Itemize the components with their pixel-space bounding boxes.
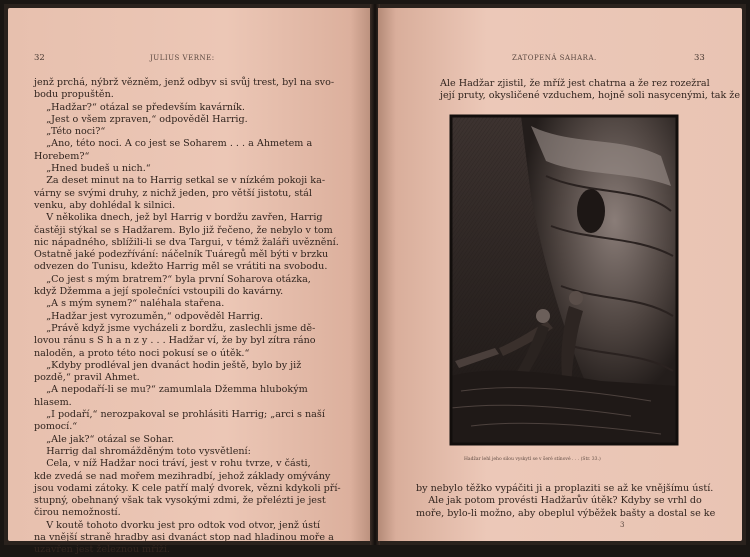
text-line: Cela, v níž Hadžar noci tráví, jest v rohu tvrze, v části, xyxy=(34,458,311,470)
right-top-text xyxy=(440,78,740,103)
text-line: Ale jak potom provésti Hadžarův útěk? Kdyby se vrhl do xyxy=(416,495,702,507)
text-line: odvezen do Tunisu, kdežto Harrig měl se vrátiti na svobodu. xyxy=(34,261,328,273)
text-line: pomocí.“ xyxy=(34,421,78,433)
right-page xyxy=(378,8,742,541)
text-line: „Hned budeš u nich.“ xyxy=(34,163,151,175)
text-line: stupný, obehnaný však tak vysokými zdmi, že přelézti je jest xyxy=(34,495,326,507)
text-line: uzavřen jest železnou mříží. xyxy=(34,544,170,556)
text-line: její pruty, okysličené vzduchem, hojně soli nasycenými, tak že xyxy=(440,90,741,102)
text-line: várny se svými druhy, z nichž jeden, pro větší jistotu, stál xyxy=(34,187,312,199)
text-line: „Kdyby prodléval jen dvanáct hodin ještě, bylo by již xyxy=(34,359,302,371)
text-line: „I podaří,“ nerozpakoval se prohlásiti Harrig; „arci s naší xyxy=(34,409,325,421)
text-line: čirou nemožností. xyxy=(34,507,121,519)
right-bottom-text xyxy=(416,483,736,520)
left-page xyxy=(8,8,372,556)
text-line: moře, bylo-li možno, aby obeplul výběžek bašty a dostal se ke xyxy=(416,507,716,519)
signature-mark: 3 xyxy=(620,521,625,529)
text-line: „Co jest s mým bratrem?“ byla první Soharova otázka, xyxy=(34,273,311,285)
text-line: bodu propuštěn. xyxy=(34,89,114,101)
right-running-head: ZATOPENÁ SAHARA. xyxy=(512,54,597,62)
text-line: Harrig dal shromážděným toto vysvětlení: xyxy=(34,445,251,457)
text-line: pozdě,“ pravil Ahmet. xyxy=(34,372,140,384)
text-line: jsou vodami zátoky. K cele patří malý dvorek, vězni kdykoli pří- xyxy=(34,482,341,494)
text-line: „Právě když jsme vycházeli z bordžu, zaslechli jsme dě- xyxy=(34,322,316,334)
text-line: když Džemma a její společníci vstoupili do kavárny. xyxy=(34,286,284,298)
text-line: Ostatně jaké podezřívání: náčelník Tuáregů měl býti v brzku xyxy=(34,249,329,261)
figure-caption: Hadžar lehl jeho silou vyskytl se v šeré stínové . . . (Str. 33.) xyxy=(464,457,601,462)
text-line: Horebem?“ xyxy=(34,150,90,162)
text-line: V několika dnech, jež byl Harrig v bordžu zavřen, Harrig xyxy=(34,212,323,224)
engraving-illustration xyxy=(450,115,678,445)
text-line: by nebylo těžko vypáčiti ji a proplaziti se až ke vnějšímu ústí. xyxy=(416,483,714,494)
text-line: jenž prchá, nýbrž vězněm, jenž odbyv si svůj trest, byl na svo- xyxy=(34,77,335,88)
text-line: „Této noci?“ xyxy=(34,126,106,138)
book-spread xyxy=(4,4,746,556)
text-line: „Hadžar?“ otázal se především kavárník. xyxy=(34,101,245,113)
text-line: „Jest o všem zpraven,“ odpověděl Harrig. xyxy=(34,113,248,125)
left-body-text xyxy=(34,77,359,557)
text-line: Za deset minut na to Harrig setkal se v nízkém pokoji ka- xyxy=(34,175,326,187)
text-line: kde zvedá se nad mořem mezihradbí, jehož základy omývány xyxy=(34,470,331,482)
left-running-head: JULIUS VERNE: xyxy=(150,54,215,62)
text-line: „Ano, této noci. A co jest se Soharem . . . a Ahmetem a xyxy=(34,138,313,150)
text-line: „Hadžar jest vyrozuměn,“ odpověděl Harrig. xyxy=(34,310,264,322)
right-page-number: 33 xyxy=(694,53,705,63)
text-line: lovou ránu s S h a n z y . . . Hadžar ví, že by byl zítra ráno xyxy=(34,335,316,347)
text-line: hlasem. xyxy=(34,396,72,408)
text-line: na vnější straně hradby asi dvanáct stop nad hladinou moře a xyxy=(34,531,334,543)
text-line: „Ale jak?“ otázal se Sohar. xyxy=(34,433,175,445)
text-line: nic nápadného, sblížili-li se dva Targui, v témž žaláři uvěznění. xyxy=(34,236,339,248)
text-line: „A nepodaří-li se mu?“ zamumlala Džemma hlubokým xyxy=(34,384,308,396)
text-line: naloděn, a proto této noci pokusí se o útěk.“ xyxy=(34,347,250,359)
text-line: častěji stýkal se s Hadžarem. Bylo již řečeno, že nebylo v tom xyxy=(34,224,333,236)
text-line: V koutě tohoto dvorku jest pro odtok vod otvor, jenž ústí xyxy=(34,519,321,531)
text-line: venku, aby dohlédal k silnici. xyxy=(34,199,176,211)
left-page-number: 32 xyxy=(34,53,45,63)
text-line: Ale Hadžar zjistil, že mříž jest chatrna a že rez rozežral xyxy=(440,78,710,89)
text-line: „A s mým synem?“ naléhala stařena. xyxy=(34,298,225,310)
